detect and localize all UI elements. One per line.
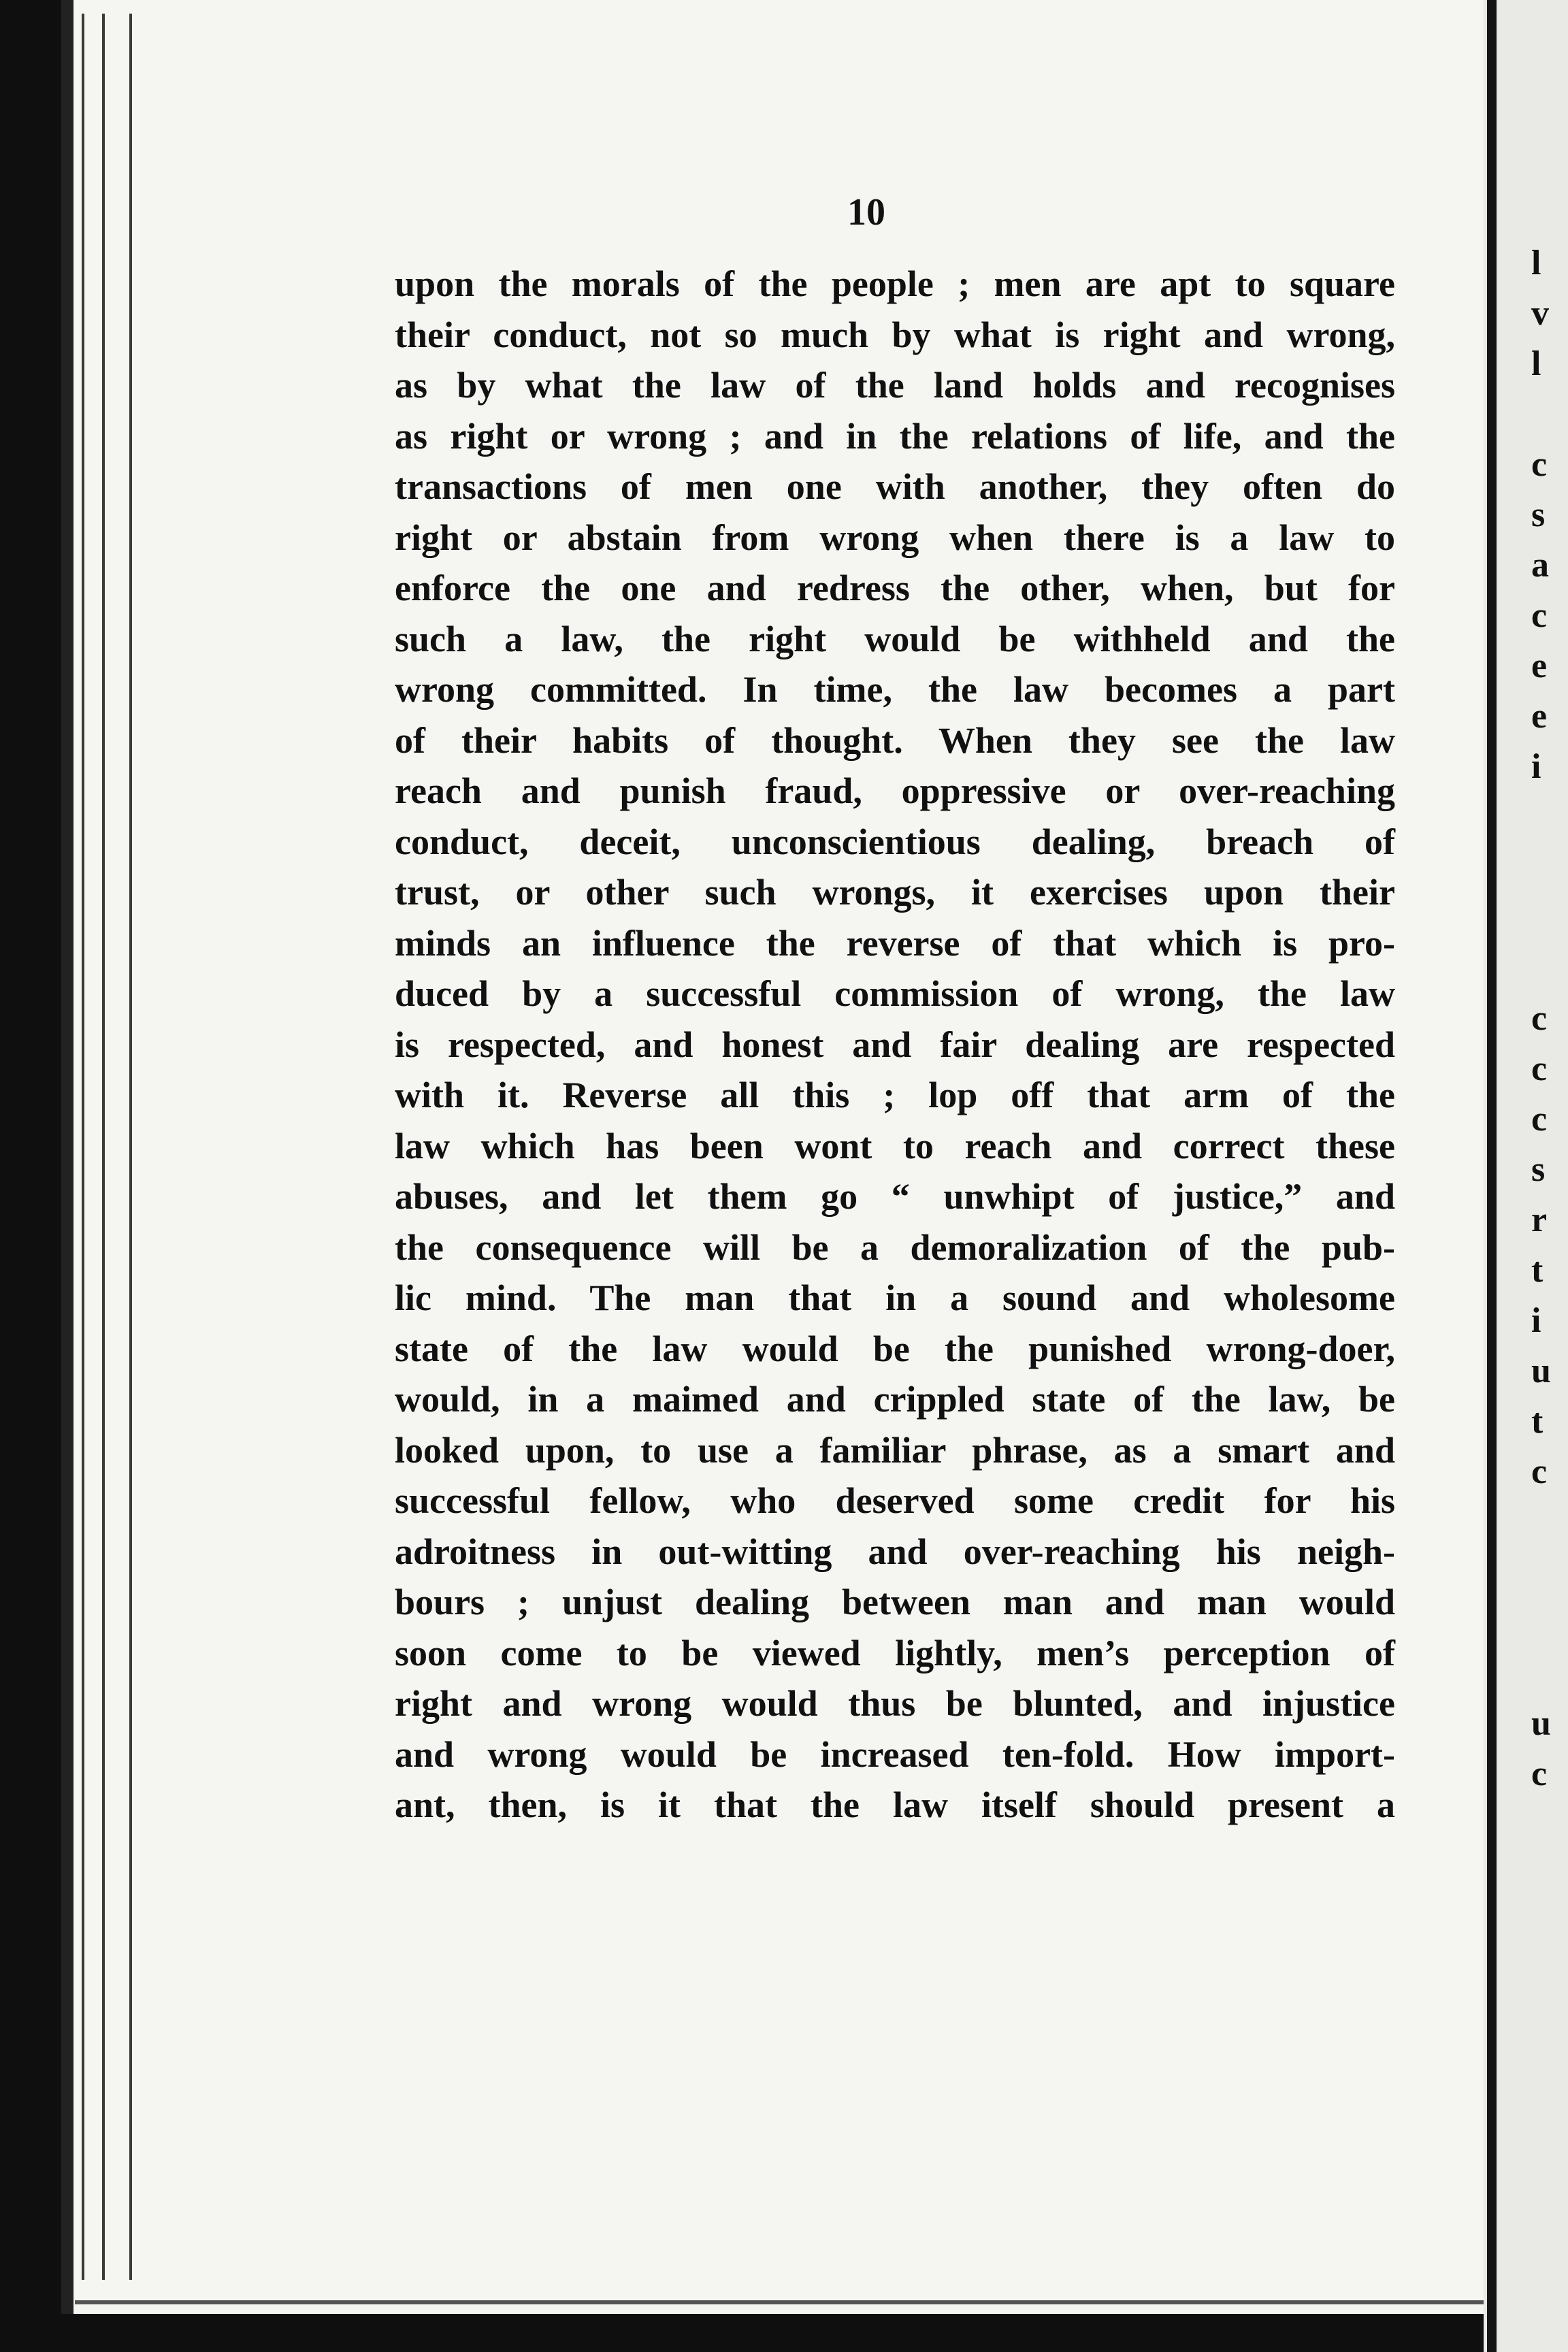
facing-page-letter: t xyxy=(1531,1402,1544,1441)
facing-page-letter: v xyxy=(1531,294,1549,333)
facing-page-letter: l xyxy=(1531,244,1541,282)
text-line: bours ; unjust dealing between man and man would xyxy=(395,1582,1395,1622)
facing-page-letter: u xyxy=(1531,1352,1551,1390)
facing-page-letter xyxy=(1531,893,1558,943)
text-line: transactions of men one with another, they often do xyxy=(395,466,1395,507)
text-line: right or abstain from wrong when there is a law to xyxy=(395,517,1395,558)
facing-page-letter: c xyxy=(1531,1049,1548,1088)
body-text xyxy=(395,259,1395,1831)
text-line: upon the morals of the people ; men are apt to square xyxy=(395,263,1395,304)
facing-page-letters xyxy=(1531,238,1558,1799)
text-line: as right or wrong ; and in the relations of life, and the xyxy=(395,415,1395,457)
text-line: looked upon, to use a familiar phrase, as a smart and xyxy=(395,1429,1395,1471)
text-line: soon come to be viewed lightly, men’s perception of xyxy=(395,1632,1395,1673)
text-line: and wrong would be increased ten-fold. How import- xyxy=(395,1733,1395,1775)
text-line: would, in a maimed and crippled state of the law, be xyxy=(395,1379,1395,1420)
text-line: ant, then, is it that the law itself should present a xyxy=(395,1784,1395,1825)
facing-page-letter: c xyxy=(1531,1100,1548,1139)
page-number: 10 xyxy=(847,191,885,233)
facing-page-letter: i xyxy=(1531,1301,1541,1340)
text-line: minds an influence the reverse of that which is pro- xyxy=(395,922,1395,964)
facing-page-letter: t xyxy=(1531,1251,1544,1290)
binding-line xyxy=(102,14,105,2280)
facing-page-letter: e xyxy=(1531,647,1548,685)
binding-line xyxy=(82,14,84,2280)
text-line: is respected, and honest and fair dealing are respected xyxy=(395,1024,1395,1065)
text-line: enforce the one and redress the other, when, but for xyxy=(395,568,1395,608)
facing-page-letter: l xyxy=(1531,344,1541,383)
text-line: successful fellow, who deserved some credit for his xyxy=(395,1480,1395,1521)
facing-page-letter: r xyxy=(1531,1200,1548,1239)
text-line: trust, or other such wrongs, it exercises upon their xyxy=(395,872,1395,913)
facing-page-letter xyxy=(1531,843,1558,893)
facing-page-letter: c xyxy=(1531,1754,1548,1793)
text-line: reach and punish fraud, oppressive or over-reaching xyxy=(395,770,1395,811)
text-line: with it. Reverse all this ; lop off that arm of the xyxy=(395,1075,1395,1115)
text-line: right and wrong would thus be blunted, and injustice xyxy=(395,1683,1395,1724)
facing-page-letter: c xyxy=(1531,1452,1548,1491)
facing-page-letter xyxy=(1531,1598,1558,1648)
text-line: lic mind. The man that in a sound and wholesome xyxy=(395,1277,1395,1318)
facing-page-letter: s xyxy=(1531,1150,1546,1189)
facing-page-letter xyxy=(1531,389,1558,440)
text-line: adroitness in out-witting and over-reaching his neigh- xyxy=(395,1531,1395,1572)
text-line: the consequence will be a demoralization of the pub- xyxy=(395,1226,1395,1268)
facing-page-letter xyxy=(1531,1648,1558,1699)
binding-line xyxy=(129,14,132,2280)
text-line: state of the law would be the punished wrong-doer, xyxy=(395,1328,1395,1369)
facing-page-letter xyxy=(1531,1548,1558,1598)
text-line: such a law, the right would be withheld and the xyxy=(395,618,1395,659)
facing-page-letter: c xyxy=(1531,596,1548,635)
text-line: their conduct, not so much by what is right and wrong, xyxy=(395,314,1395,355)
text-line: of their habits of thought. When they see the law xyxy=(395,719,1395,761)
facing-page-letter: c xyxy=(1531,999,1548,1038)
facing-page-letter xyxy=(1531,792,1558,843)
facing-page-letter: i xyxy=(1531,747,1541,786)
text-line: law which has been wont to reach and correct these xyxy=(395,1125,1395,1166)
bottom-page-edge xyxy=(75,2300,1484,2304)
text-line: duced by a successful commission of wrong, the law xyxy=(395,973,1395,1014)
text-line: wrong committed. In time, the law becomes a part xyxy=(395,669,1395,710)
facing-page-letter xyxy=(1531,943,1558,994)
page-fold-shadow xyxy=(1487,0,1497,2352)
facing-page-letter: s xyxy=(1531,495,1546,534)
facing-page-letter: c xyxy=(1531,445,1548,484)
facing-page-letter: u xyxy=(1531,1704,1551,1743)
text-line: abuses, and let them go “ unwhipt of justice,” and xyxy=(395,1176,1395,1217)
facing-page-letter: a xyxy=(1531,546,1549,585)
facing-page-letter xyxy=(1531,1497,1558,1548)
left-gutter xyxy=(61,0,74,2314)
text-line: conduct, deceit, unconscientious dealing, breach of xyxy=(395,821,1395,862)
facing-page-letter: e xyxy=(1531,697,1548,736)
text-line: as by what the law of the land holds and recognises xyxy=(395,365,1395,406)
